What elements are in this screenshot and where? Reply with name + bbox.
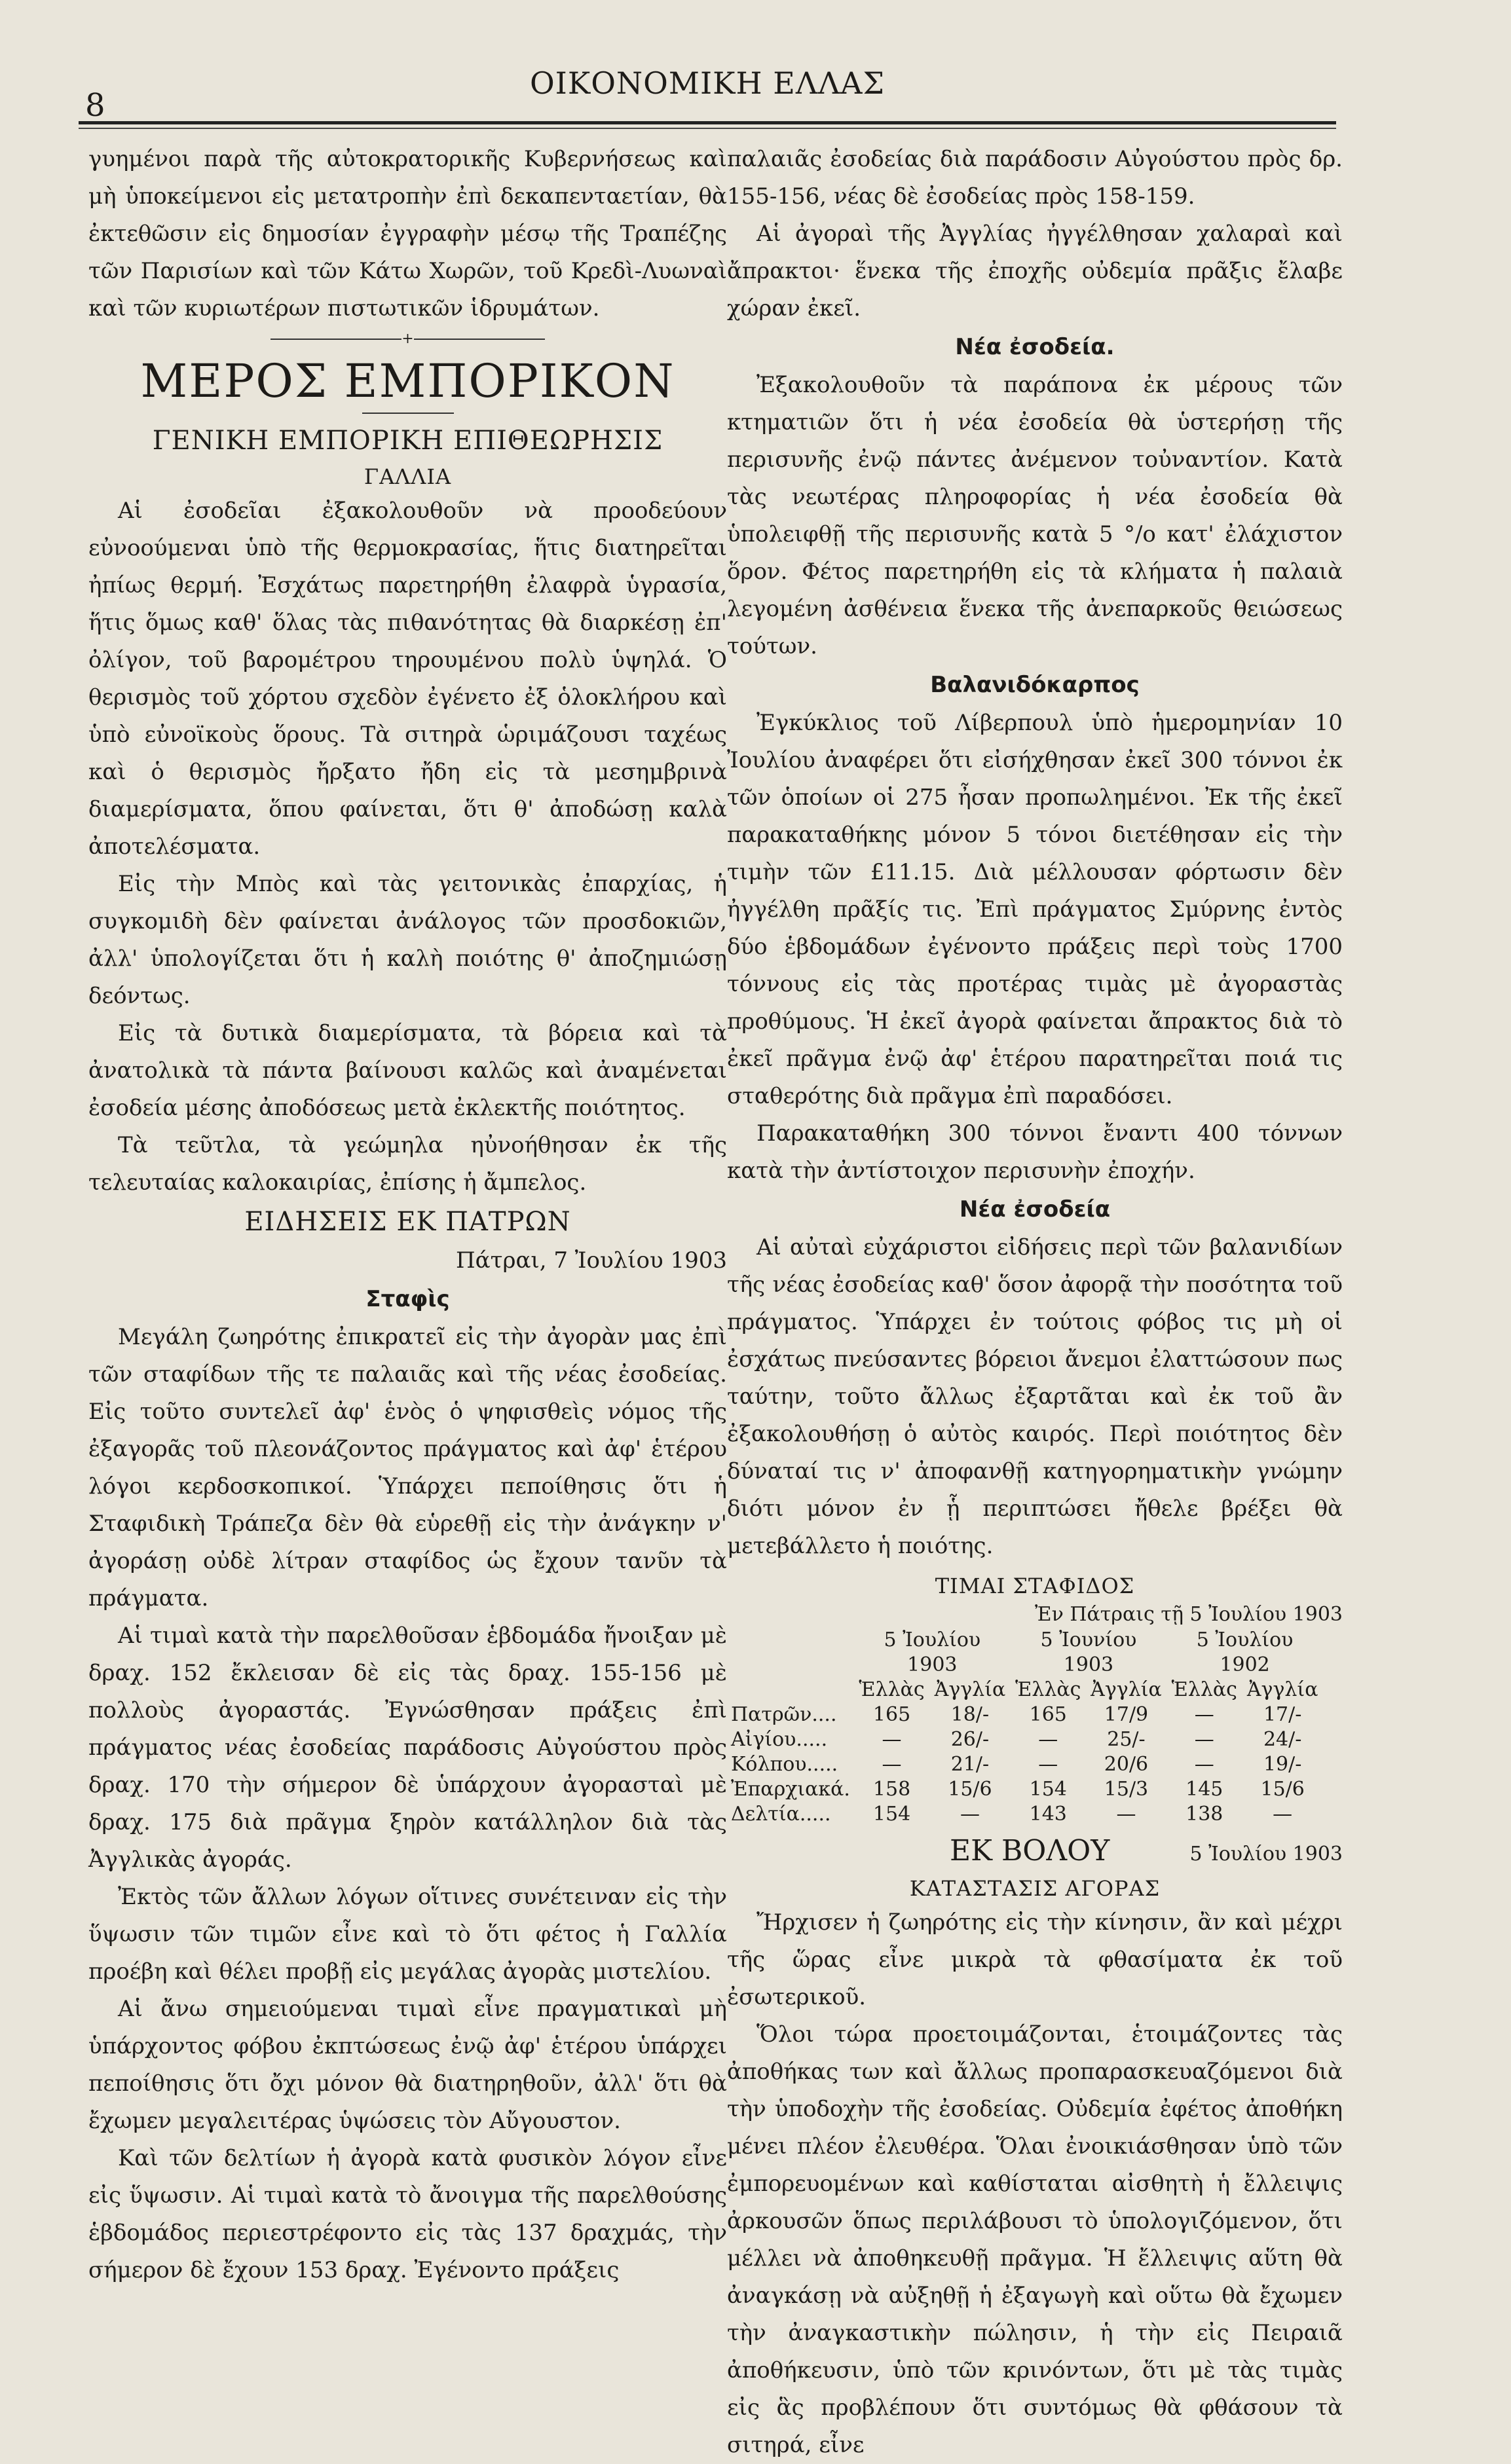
column-header: Ἑλλὰς <box>1171 1678 1237 1701</box>
market-heading: ΚΑΤΑΣΤΑΣΙΣ ΑΓΟΡΑΣ <box>909 1876 1161 1901</box>
table-cell: 20/6 <box>1104 1753 1149 1776</box>
table-cell: 15/3 <box>1104 1778 1149 1801</box>
paragraph: Εἰς τὴν Μπὸς καὶ τὰς γειτονικὰς ἐπαρχίας, ἡ συγκομιδὴ δὲν φαίνεται ἀνάλογος τῶν προσδοκιῶν, ἀλλ' ὑπολογίζεται ὅτι ἡ καλὴ ποιότης θ' ἀποζημιώσῃ δεόντως. <box>88 871 727 1009</box>
table-cell: — <box>1194 1703 1214 1726</box>
table-cell: 17/- <box>1263 1703 1302 1726</box>
row-label: Δελτία..... <box>731 1803 831 1826</box>
column-date: 5 Ἰουνίου 1903 <box>1040 1628 1137 1676</box>
table-cell: 143 <box>1029 1803 1067 1826</box>
table-cell: — <box>882 1753 902 1776</box>
table-cell: — <box>1194 1728 1214 1751</box>
volos-heading: ΕΚ ΒΟΛΟΥ <box>950 1834 1110 1867</box>
column-header: Ἀγγλία <box>1091 1678 1162 1701</box>
review-heading: ΓΕΝΙΚΗ ΕΜΠΟΡΙΚΗ ΕΠΙΘΕΩΡΗΣΙΣ <box>152 426 663 456</box>
table-cell: 25/- <box>1107 1728 1146 1751</box>
table-cell: 24/- <box>1263 1728 1302 1751</box>
row-label: Ἐπαρχιακά. <box>731 1778 850 1801</box>
new-harvest-heading-2: Νέα ἐσοδεία <box>959 1196 1111 1223</box>
paragraph: Ἤρχισεν ἡ ζωηρότης εἰς τὴν κίνησιν, ἂν καὶ μέχρι τῆς ὥρας εἶνε μικρὰ τὰ φθασίματα ἐκ τοῦ ἐσωτερικοῦ. <box>727 1909 1343 2010</box>
section-rule <box>362 413 454 420</box>
column-date: 5 Ἰουλίου 1902 <box>1196 1628 1294 1676</box>
table-cell: — <box>1116 1803 1136 1826</box>
table-cell: — <box>882 1728 902 1751</box>
france-heading: ΓΑΛΛΙΑ <box>364 464 452 489</box>
row-label: Πατρῶν.... <box>731 1703 837 1726</box>
page-number: 8 <box>85 87 105 124</box>
volos-heading-row <box>727 1832 1343 1873</box>
valonia-heading: Βαλανιδόκαρπος <box>930 672 1140 698</box>
column-header: Ἑλλὰς <box>1015 1678 1081 1701</box>
section-title: ΜΕΡΟΣ ΕΜΠΟΡΙΚΟΝ <box>140 354 675 408</box>
table-cell: 158 <box>872 1778 911 1801</box>
table-row <box>727 1777 1323 1802</box>
table-cell: — <box>1194 1753 1214 1776</box>
table-row <box>727 1702 1323 1727</box>
table-cell: — <box>960 1803 980 1826</box>
table-row <box>727 1752 1323 1777</box>
table-cell: 17/9 <box>1104 1703 1149 1726</box>
ornament-divider: + <box>88 327 727 350</box>
header-rule-thin <box>79 128 1336 129</box>
table-cell: 165 <box>872 1703 911 1726</box>
table-cell: — <box>1038 1728 1058 1751</box>
raisin-prices-table <box>727 1628 1323 1827</box>
column-header: Ἑλλὰς <box>859 1678 925 1701</box>
table-row <box>727 1802 1323 1827</box>
left-column <box>88 141 727 2289</box>
table-cell: 154 <box>872 1803 911 1826</box>
paragraph: Εἰς τὰ δυτικὰ διαμερίσματα, τὰ βόρεια καὶ τὰ ἀνατολικὰ τὰ πάντα βαίνουσι καλῶς καὶ ἀναμένεται ἐσοδεία μέσης ἀποδόσεως μετὰ ἐκλεκτῆς ποιότητος. <box>88 1020 727 1121</box>
paragraph: Αἱ ἐσοδεῖαι ἐξακολουθοῦν νὰ προοδεύουν εὐνοούμεναι ὑπὸ τῆς θερμοκρασίας, ἥτις διατηρεῖται ἠπίως θερμή. Ἐσχάτως παρετηρήθη ἐλαφρὰ ὑγρασία, ἥτις ὅμως καθ' ὅλας τὰς πιθανότητας θὰ διαρκέσῃ ἐπ' ὀλίγον, τοῦ βαρομέτρου τηρουμένου πολὺ ὑψηλά. Ὁ θερισμὸς τοῦ χόρτου σχεδὸν ἐγένετο ἐξ ὁλοκλήρου καὶ ὑπὸ εὐνοϊκοὺς ὅρους. Τὰ σιτηρὰ ὡριμάζουσι ταχέως καὶ ὁ θερισμὸς ἤρξατο ἤδη εἰς τὰ μεσημβρινὰ διαμερίσματα, ὅπου φαίνεται, ὅτι θ' ἀποδώσῃ καλὰ ἀποτελέσματα. <box>88 498 727 860</box>
column-header: Ἀγγλία <box>934 1678 1006 1701</box>
paragraph: Τὰ τεῦτλα, τὰ γεώμηλα ηὐνοήθησαν ἐκ τῆς τελευταίας καλοκαιρίας, ἐπίσης ἡ ἄμπελος. <box>88 1132 727 1196</box>
table-cell: — <box>1273 1803 1293 1826</box>
row-label: Αἰγίου..... <box>731 1728 828 1751</box>
table-cell: 15/6 <box>1260 1778 1305 1801</box>
row-label: Κόλπου..... <box>731 1753 838 1776</box>
table-header-row <box>727 1678 1323 1702</box>
paragraph: Αἱ τιμαὶ κατὰ τὴν παρελθοῦσαν ἑβδομάδα ἤνοιξαν μὲ δραχ. 152 ἔκλεισαν δὲ εἰς τὰς δραχ. 155-156 μὲ πολλοὺς ἀγοραστάς. Ἐγνώσθησαν πράξεις ἐπὶ πράγματος νέας ἐσοδείας παράδοσις Αὐγούστου πρὸς δραχ. 170 τὴν σήμερον δὲ ὑπάρχουν ἀγορασταὶ μὲ δραχ. 175 διὰ πρᾶγμα ξηρὸν κατάλληλον διὰ τὰς Ἀγγλικὰς ἀγοράς. <box>88 1623 727 1873</box>
paragraph: Αἱ ἄνω σημειούμεναι τιμαὶ εἶνε πραγματικαὶ μὴ ὑπάρχοντος φόβου ἐκπτώσεως ἐνῷ ἀφ' ἑτέρου ὑπάρχει πεποίθησις ὅτι ὄχι μόνον θὰ διατηρηθοῦν, ἀλλ' ὅτι θὰ ἔχωμεν μεγαλειτέρας ὑψώσεις τὸν Αὔγουστον. <box>88 1996 727 2134</box>
paragraph: Μεγάλη ζωηρότης ἐπικρατεῖ εἰς τὴν ἀγορὰν μας ἐπὶ τῶν σταφίδων τῆς τε παλαιᾶς καὶ τῆς νέας ἐσοδείας. Εἰς τοῦτο συντελεῖ ἀφ' ἑνὸς ὁ ψηφισθεὶς νόμος τῆς ἐξαγορᾶς τοῦ πλεονάζοντος πράγματος καὶ ἀφ' ἑτέρου λόγοι κερδοσκοπικοί. Ὑπάρχει πεποίθησις ὅτι ἡ Σταφιδικὴ Τράπεζα δὲν θὰ εὑρεθῇ εἰς τὴν ἀνάγκην ν' ἀγοράσῃ οὐδὲ λίτραν σταφίδος ὡς ἔχουν τανῦν τὰ πράγματα. <box>88 1324 727 1611</box>
table-cell: — <box>1038 1753 1058 1776</box>
table-cell: 154 <box>1029 1778 1067 1801</box>
volos-dateline: 5 Ἰουλίου 1903 <box>1189 1843 1343 1866</box>
raisin-heading: Σταφὶς <box>365 1286 450 1312</box>
paragraph: Αἱ ἀγοραὶ τῆς Ἀγγλίας ἠγγέλθησαν χαλαραὶ καὶ ἄπρακτοι· ἕνεκα τῆς ἐποχῆς οὐδεμία πρᾶξις ἔλαβε χώραν ἐκεῖ. <box>727 221 1343 322</box>
paragraph: Ὅλοι τώρα προετοιμάζονται, ἑτοιμάζοντες τὰς ἀποθήκας των καὶ ἄλλως προπαρασκευαζόμενοι διὰ τὴν ὑποδοχὴν τῆς ἐσοδείας. Οὐδεμία ἐφέτος ἀποθήκη μένει πλέον ἐλευθέρα. Ὅλαι ἐνοικιάσθησαν ὑπὸ τῶν ἐμπορευομένων καὶ καθίσταται αἰσθητὴ ἡ ἔλλειψις ἀρκουσῶν ὅπως περιλάβουσι τὸ ὑπολογιζόμενον, ὅτι μέλλει νὰ ἀποθηκευθῇ πρᾶγμα. Ἡ ἔλλειψις αὕτη θὰ ἀναγκάσῃ νὰ αὐξηθῇ ἡ ἐξαγωγὴ καὶ οὕτω θὰ ἔχωμεν τὴν ἀναγκαστικὴν πώλησιν, ἡ τὴν εἰς Πειραιᾶ ἀποθήκευσιν, ὑπὸ τῶν κρινόντων, ὅτι μὲ τὰς τιμὰς εἰς ἃς προβλέπουν ὅτι συντόμως θὰ φθάσουν τὰ σιτηρά, εἶνε <box>727 2021 1343 2458</box>
table-cell: 18/- <box>950 1703 990 1726</box>
new-harvest-heading: Νέα ἐσοδεία. <box>955 334 1115 360</box>
intro-paragraph: γυημένοι παρὰ τῆς αὐτοκρατορικῆς Κυβερνήσεως καὶ μὴ ὑποκείμενοι εἰς μετατροπὴν ἐπὶ δεκαπενταετίαν, θὰ ἐκτεθῶσιν εἰς δημοσίαν ἐγγραφὴν μέσῳ τῆς Τραπέζης τῶν Παρισίων καὶ τῶν Κάτω Χωρῶν, τοῦ Κρεδὶ-Λυωναὶ καὶ τῶν κυριωτέρων πιστωτικῶν ἱδρυμάτων. <box>88 146 727 322</box>
paragraph: Παρακαταθήκη 300 τόννοι ἔναντι 400 τόννων κατὰ τὴν ἀντίστοιχον περισυνὴν ἐποχήν. <box>727 1120 1343 1184</box>
paragraph: Αἱ αὐταὶ εὐχάριστοι εἰδήσεις περὶ τῶν βαλανιδίων τῆς νέας ἐσοδείας καθ' ὅσον ἀφορᾷ τὴν ποσότητα τοῦ πράγματος. Ὑπάρχει ἐν τούτοις φόβος τις μὴ οἱ ἐσχάτως πνεύσαντες βόρειοι ἄνεμοι ἐλαττώσουν πως ταύτην, τοῦτο ἄλλως ἐξαρτᾶται καὶ ἐκ τοῦ ἂν ἐξακολουθήσῃ ὁ αὐτὸς καιρός. Περὶ ποιότητος δὲν δύναταί τις ν' ἀποφανθῇ κατηγορηματικὴν γνώμην διότι μόνον ἐν ᾗ περιπτώσει ἤθελε βρέξει θὰ μετεβάλλετο ἡ ποιότης. <box>727 1234 1343 1559</box>
patras-dateline: Πάτραι, 7 Ἰουλίου 1903 <box>456 1247 727 1274</box>
table-header-row <box>727 1628 1323 1678</box>
table-cell: 165 <box>1029 1703 1067 1726</box>
paragraph: παλαιᾶς ἐσοδείας διὰ παράδοσιν Αὐγούστου πρὸς δρ. 155-156, νέας δὲ ἐσοδείας πρὸς 158-159. <box>727 146 1343 210</box>
paragraph: Ἐκτὸς τῶν ἄλλων λόγων οἵτινες συνέτειναν εἰς τὴν ὕψωσιν τῶν τιμῶν εἶνε καὶ τὸ ὅτι φέτος ἡ Γαλλία προέβη καὶ θέλει προβῇ εἰς μεγάλας ἀγορὰς μιστελίου. <box>88 1884 727 1985</box>
column-date: 5 Ἰουλίου 1903 <box>884 1628 981 1676</box>
paragraph: Ἐξακολουθοῦν τὰ παράπονα ἐκ μέρους τῶν κτηματιῶν ὅτι ἡ νέα ἐσοδεία θὰ ὑστερήσῃ τῆς περισυνῆς ἐνῷ πάντες ἀνέμενον τοὐναντίον. Κατὰ τὰς νεωτέρας πληροφορίας ἡ νέα ἐσοδεία θὰ ὑπολειφθῇ τῆς περισυνῆς κατὰ 5 °/o κατ' ἐλάχιστον ὅρον. Φέτος παρετηρήθη εἰς τὰ κλήματα ἡ παλαιὰ λεγομένη ἀσθένεια ἕνεκα τῆς ἀνεπαρκοῦς θειώσεως τούτων. <box>727 372 1343 659</box>
table-cell: 15/6 <box>948 1778 992 1801</box>
raisin-prices-block <box>727 1570 1343 1827</box>
patras-heading: ΕΙΔΗΣΕΙΣ ΕΚ ΠΑΤΡΩΝ <box>244 1207 571 1237</box>
paragraph: Καὶ τῶν δελτίων ἡ ἀγορὰ κατὰ φυσικὸν λόγον εἶνε εἰς ὕψωσιν. Αἱ τιμαὶ κατὰ τὸ ἄνοιγμα τῆς παρελθούσης ἑβδομάδος περιεστρέφοντο εἰς τὰς 137 δραχμάς, τὴν σήμερον δὲ ἔχουν 153 δραχ. Ἐγένοντο πράξεις <box>88 2145 727 2283</box>
table-cell: 19/- <box>1263 1753 1302 1776</box>
table-cell: 26/- <box>950 1728 990 1751</box>
running-title: ΟΙΚΟΝΟΜΙΚΗ ΕΛΛΑΣ <box>529 65 886 101</box>
table-row <box>727 1727 1323 1752</box>
table-cell: 21/- <box>950 1753 990 1776</box>
right-column <box>727 141 1343 2464</box>
page-header <box>79 62 1336 128</box>
column-header: Ἀγγλία <box>1246 1678 1318 1701</box>
table-cell: 138 <box>1185 1803 1223 1826</box>
header-rule <box>79 121 1336 124</box>
paragraph: Ἐγκύκλιος τοῦ Λίβερπουλ ὑπὸ ἡμερομηνίαν 10 Ἰουλίου ἀναφέρει ὅτι εἰσήχθησαν ἐκεῖ 300 τόννοι ἐκ τῶν ὁποίων οἱ 275 ἦσαν προπωλημένοι. Ἐκ τῆς ἐκεῖ παρακαταθήκης μόνον 5 τόνοι διετέθησαν εἰς τὴν τιμὴν τῶν £11.15. Διὰ μέλλουσαν φόρτωσιν δὲν ἠγγέλθη πρᾶξίς τις. Ἐπὶ πράγματος Σμύρνης ἐντὸς δύο ἑβδομάδων ἐγένοντο πράξεις περὶ τοὺς 1700 τόννους εἰς τὰς προτέρας τιμὰς μὲ ἀγοραστὰς προθύμους. Ἡ ἐκεῖ ἀγορὰ φαίνεται ἄπρακτος διὰ τὸ ἐκεῖ πρᾶγμα ἐνῷ ἀφ' ἑτέρου παρατηρεῖται ποιά τις σταθερότης διὰ πρᾶγμα ἐπὶ παραδόσει. <box>727 710 1343 1109</box>
prices-place-date: Ἐν Πάτραις τῇ 5 Ἰουλίου 1903 <box>1035 1603 1343 1626</box>
prices-heading: ΤΙΜΑΙ ΣΤΑΦΙΔΟΣ <box>935 1573 1135 1598</box>
table-cell: 145 <box>1185 1778 1223 1801</box>
